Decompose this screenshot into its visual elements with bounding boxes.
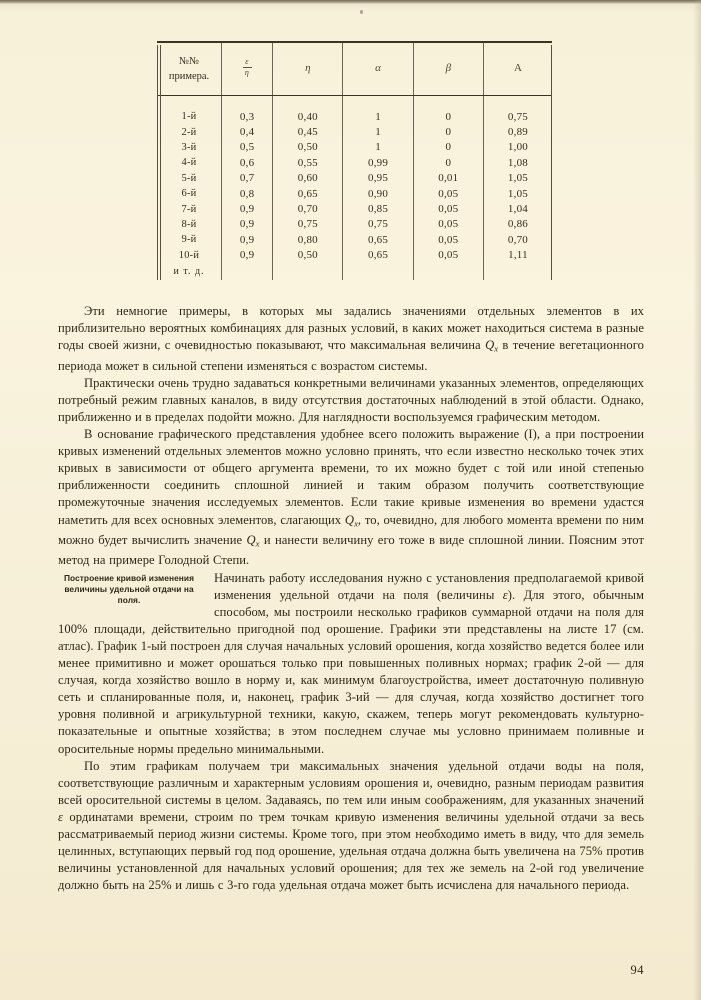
table-header-epsilon-over-eta [222, 43, 273, 95]
table-row [157, 201, 552, 216]
page-number: 94 [630, 963, 644, 977]
table-cell-value: 0,99 [343, 155, 413, 170]
table-row [157, 248, 552, 263]
table-cell-example-number: 1-й [181, 111, 197, 123]
table-cell-value: 0,3 [222, 109, 273, 124]
fraction-symbol [243, 58, 252, 77]
table-cell-value: 0,05 [413, 248, 483, 263]
table-header-row [157, 43, 552, 95]
table-cell-value: 0,9 [222, 217, 273, 232]
table-cell-value: 0,90 [343, 186, 413, 201]
table-header-alpha: α [343, 43, 413, 95]
table-cell-value: 0,60 [273, 171, 343, 186]
table-cell-value: 0,85 [343, 201, 413, 216]
paragraph-2: Практически очень трудно задаваться конкретными величинами указанных элементов, определяющих потребный режим главных каналов, в виду отсутствия достаточных наблюдений в этой области. Однако, приближенно и в пределах подойти можно. Для наглядности воспользуемся графическим методом. [58, 375, 644, 424]
table-cell-value: 0,50 [273, 140, 343, 155]
table-row [157, 171, 552, 186]
table-header-eta: η [273, 43, 343, 95]
document-body [58, 303, 644, 894]
scan-edge-right [693, 0, 701, 1000]
table-cell-example-number: 6-й [181, 188, 197, 200]
table-cell-value: 0,80 [273, 232, 343, 247]
margin-note: Построение кривой изменения величины удельной отдачи на поля. [63, 572, 195, 606]
note-and-paragraph-block [58, 570, 644, 758]
table-cell-value: 0,75 [273, 217, 343, 232]
table-cell-example-number: 10-й [178, 249, 200, 261]
table-cell-continuation-label: и т. д. [173, 265, 205, 277]
table-cell-value: 1,08 [483, 155, 552, 170]
table-cell-example-number: 3-й [181, 141, 197, 153]
paragraph-3: В основание графического представления удобнее всего положить выражение (I), а при построении кривых изменений отдельных элементов можно условно принять, что если известно несколько точек этих кривых в зависимости от общего аргумента времени, то их можно будет с той или иной степенью приближенности соединить сплошной линией и таким образом получить соответствующие промежуточные значения исследуемых элементов. Если такие кривые изменения во времени удастся наметить для всех основных элементов, слагающих $Q_x$, то, очевидно, для любого момента времени по ним можно будет вычислить значение $Q_x$ и нанести величину его тоже в виде сплошной линии. Поясним этот метод на примере Голодной Степи. [58, 427, 644, 568]
math-variable: $Q_x$ [485, 338, 499, 354]
table-spacer-row [157, 96, 552, 109]
table-right-border [551, 45, 552, 280]
table-cell-value: 1,05 [483, 186, 552, 201]
table-left-border-inner [160, 45, 161, 280]
table-cell-empty [222, 263, 273, 280]
table-cell-example-number: 5-й [181, 172, 197, 184]
table-cell-value: 0,9 [222, 201, 273, 216]
table-header-example-number [157, 43, 222, 95]
table-cell-value: 0,7 [222, 171, 273, 186]
table-cell-value: 1,11 [483, 248, 552, 263]
table-cell-value: 0,65 [273, 186, 343, 201]
table-body [157, 95, 552, 280]
table-cell-empty [413, 263, 483, 280]
paragraph-1: Эти немногие примеры, в которых мы задались значениями отдельных элементов в их приблизительно вероятных комбинациях для разных условий, в каких может находиться система в разные годы своей жизни, с очевидностью показывают, что максимальная величина $Q_x$ в течение вегетационного периода может в сильной степени изменяться с возрастом системы. [58, 304, 644, 373]
table-cell-value: 0 [413, 155, 483, 170]
table-row [157, 124, 552, 139]
table-row [157, 217, 552, 232]
table-cell-value: 1 [343, 140, 413, 155]
table-row [157, 140, 552, 155]
table-cell-value: 0,89 [483, 124, 552, 139]
table-cell-value: 0 [413, 109, 483, 124]
table-row [157, 232, 552, 247]
table-cell-example-number: 2-й [181, 126, 197, 138]
table-cell-value: 0,9 [222, 232, 273, 247]
table-cell-value: 0,65 [343, 232, 413, 247]
math-variable: ε [58, 809, 64, 824]
table-cell-value: 0,40 [273, 109, 343, 124]
table-cell-value: 1,05 [483, 171, 552, 186]
table-cell-value: 0,9 [222, 248, 273, 263]
table-cell-value: 0,05 [413, 201, 483, 216]
table-left-border [157, 45, 158, 280]
table-cell-value: 0,45 [273, 124, 343, 139]
table-cell-empty [343, 263, 413, 280]
table-cell-value: 0,75 [483, 109, 552, 124]
table-cell-value: 0,95 [343, 171, 413, 186]
math-variable: $Q_x$ [246, 533, 260, 549]
fraction-denominator: η [244, 67, 250, 77]
header-line-1: №№ [178, 55, 200, 67]
table-cell-empty [273, 263, 343, 280]
table-cell-value: 0 [413, 140, 483, 155]
table-cell-example-number: 8-й [181, 218, 197, 230]
table-cell-value: 0,05 [413, 217, 483, 232]
table-cell-value: 0,50 [273, 248, 343, 263]
table-cell-value: 0,75 [343, 217, 413, 232]
table-row [157, 155, 552, 170]
table-cell-example-number: 4-й [181, 157, 197, 169]
paragraph-4: Начинать работу исследования нужно с установления предполагаемой кривой изменения удельной отдачи на поля (величины ε). Для этого, обычным способом, мы построили несколько графиков суммарной отдачи на поля для 100% площади, действительно пригодной под орошение. Графики эти представлены на листе 17 (см. атлас). График 1-ый построен для случая начальных условий орошения, когда хозяйство ведется более или менее примитивно и может орошаться только при повышенных поливных нормах; график 2-ой — для случая, когда хозяйство вошло в норму и, как минимум благоустройства, имеет достаточную поливную сеть и спланированные поля, и, наконец, график 3-ий — для случая, когда хозяйство достигнет того уровня поливной и агрикультурной техники, какую, скажем, теперь могут рекомендовать культурно-показательные и опытные хозяйства; в этом последнем случае мы условно принимаем поливные и оросительные нормы предельно минимальными. [58, 570, 644, 756]
table-cell-value: 0,05 [413, 232, 483, 247]
table-cell-value: 0,05 [413, 186, 483, 201]
table-header-beta: β [413, 43, 483, 95]
table-cell-value: 0,8 [222, 186, 273, 201]
table-header-a: A [483, 43, 552, 95]
table-cell-value: 0,65 [343, 248, 413, 263]
table-cell-example-number: 7-й [181, 203, 197, 215]
table-cell-value: 1 [343, 124, 413, 139]
scan-speck [360, 10, 363, 14]
table-cell-value: 0,4 [222, 124, 273, 139]
table-cell-value: 0 [413, 124, 483, 139]
table-cell-value: 1 [343, 109, 413, 124]
examples-table [157, 43, 552, 280]
header-line-2: примера. [168, 71, 210, 82]
table-cell-value: 0,6 [222, 155, 273, 170]
table-cell-value: 0,01 [413, 171, 483, 186]
math-variable: $Q_x$ [344, 512, 358, 528]
table-row [157, 186, 552, 201]
table-cell-example-number: 9-й [181, 234, 197, 246]
table-cell-value: 1,00 [483, 140, 552, 155]
table-cell-value: 1,04 [483, 201, 552, 216]
examples-table-container [157, 41, 552, 280]
table-cell-value: 0,86 [483, 217, 552, 232]
fraction-numerator: ε [245, 56, 249, 66]
table-cell-value: 0,70 [273, 201, 343, 216]
table-cell-value: 0,55 [273, 155, 343, 170]
math-variable: ε [502, 587, 508, 602]
paragraph-5: По этим графикам получаем три максимальных значения удельной отдачи воды на поля, соответствующие различным и характерным условиям орошения и, очевидно, разным периодам развития всей оросительной системы в целом. Задаваясь, по тем или иным соображениям, для указанных значений ε ординатами времени, строим по трем точкам кривую изменения величины удельной отдачи за весь рассматриваемый период жизни системы. Кроме того, при этом необходимо иметь в виду, что для земель целинных, вступающих первый год под орошение, удельная отдача должна быть увеличена на 75% против величины установленной для начальных условий орошения; для тех же земель на 2-ой год увеличение должно быть на 25% и лишь с 3-го года удельная отдача может быть исчислена для начального периода. [58, 758, 644, 893]
table-cell-value: 0,70 [483, 232, 552, 247]
table-cell-value: 0,5 [222, 140, 273, 155]
table-row [157, 109, 552, 124]
scan-edge-top [0, 0, 701, 4]
table-row-continuation [157, 263, 552, 280]
table-cell-empty [483, 263, 552, 280]
